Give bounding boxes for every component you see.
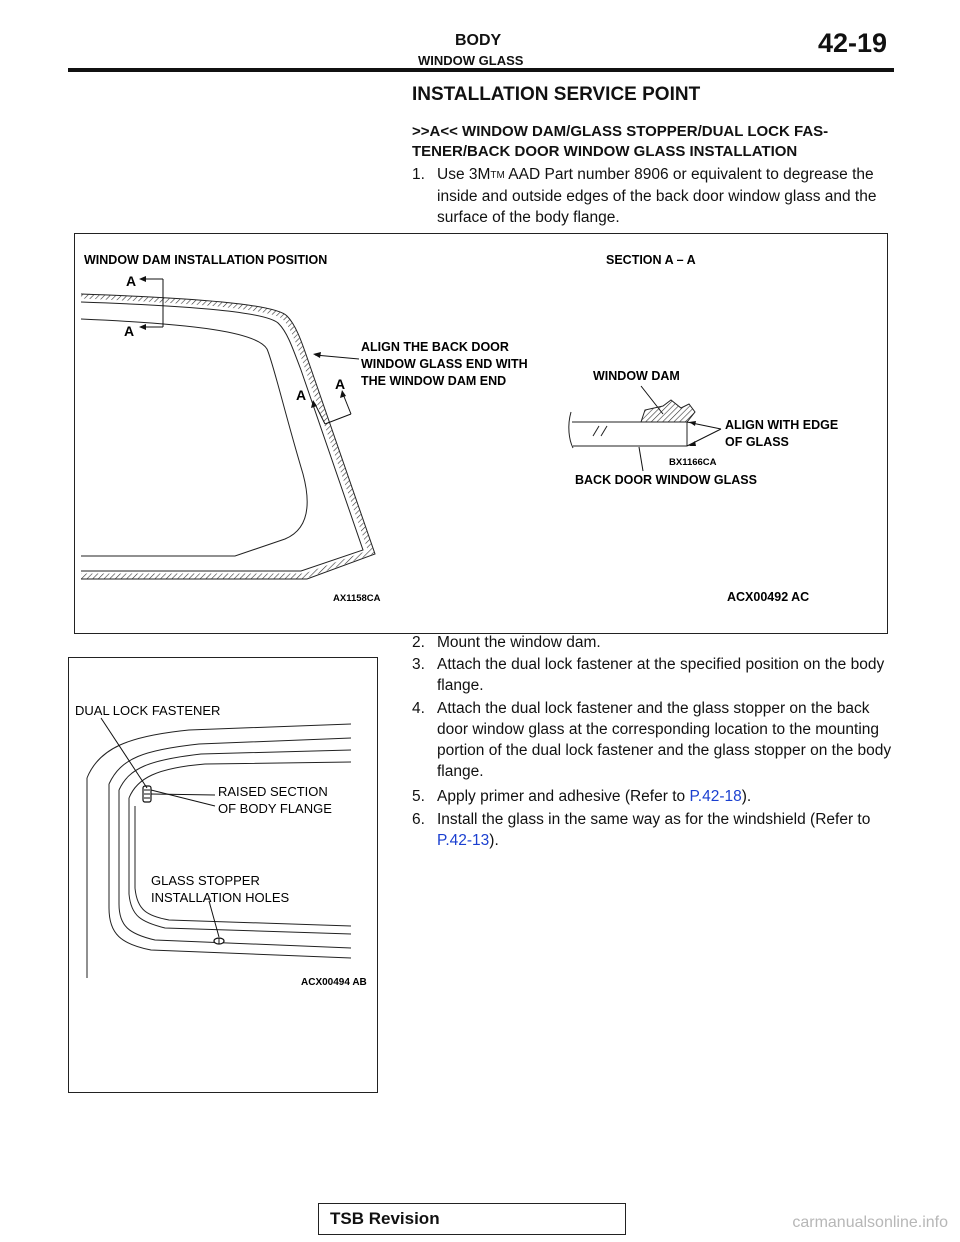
step-text: Attach the dual lock fastener and the glass stopper on the back door window glass at the corresponding location to the mounting portion of the dual lock fastener and the glass stopper on the body flange. [437,700,892,780]
step-1 [412,164,892,228]
step-number: 5. [412,788,425,805]
page-reference-link[interactable]: P.42-13 [437,832,490,849]
figure-window-dam-installation [74,233,888,634]
callout-raised-line-1: RAISED SECTION [218,784,328,799]
step-number: 4. [412,700,425,717]
procedure-subheading [412,122,896,162]
subheading-line-2: TENER/BACK DOOR WINDOW GLASS INSTALLATION [412,143,798,160]
dual-lock-diagram [69,658,377,1092]
footer-tsb-revision: TSB Revision [330,1209,440,1228]
step-text-part: Install the glass in the same way as for the windshield (Refer to [437,811,871,828]
step-text: Attach the dual lock fastener at the specified position on the body flange. [437,656,885,694]
section-a-label-4: A [335,376,346,392]
view-code: AX1158CA [333,593,381,604]
glass-section-end [569,412,573,448]
watermark: carmanualsonline.info [792,1214,948,1231]
step-text: Mount the window dam. [437,634,601,651]
step-2 [412,632,892,653]
callout-raised-line-2: OF BODY FLANGE [218,801,332,816]
header-section-title: BODY [455,32,502,49]
step-text-part: ). [741,788,752,805]
page-title: INSTALLATION SERVICE POINT [412,84,701,105]
glass-inner-line [81,319,307,556]
step-text [412,809,892,851]
callout-stopper-line-1: GLASS STOPPER [151,873,260,888]
step-text-part: Use 3M [437,166,491,183]
step-number: 2. [412,634,425,651]
figure-dual-lock-fastener [68,657,378,1093]
callout-stopper-line-2: INSTALLATION HOLES [151,890,290,905]
step-text-part: AAD Part number 8906 or equivalent to degrease the inside and outside edges of the back door window glass and the surface of the body flange. [437,166,877,226]
callout-back-door-glass: BACK DOOR WINDOW GLASS [575,473,757,487]
header-divider [68,68,894,72]
figure-label-section: SECTION A – A [606,253,696,267]
callout-align-line-2: WINDOW GLASS END WITH [361,357,528,371]
figure-code: ACX00492 AC [727,590,810,604]
window-dam-diagram [75,234,887,633]
page-number: 42-19 [818,28,888,58]
callout-align-line-3: THE WINDOW DAM END [361,374,507,388]
step-6 [412,809,892,851]
step-number: 6. [412,811,425,828]
step-number: 1. [412,166,425,183]
callout-window-dam: WINDOW DAM [593,369,680,383]
step-text [412,164,892,228]
leader-line [101,718,147,788]
leader-line [315,355,359,359]
step-4 [412,698,892,782]
section-a-label-3: A [296,387,307,403]
trademark-mark: TM [490,170,505,181]
figure-code: ACX00494 AB [301,977,367,988]
step-5 [412,786,892,807]
page-reference-link[interactable]: P.42-18 [689,788,742,805]
callout-align-edge-line-1: ALIGN WITH EDGE [725,418,839,432]
step-text-part: ). [489,832,499,849]
section-a-label-2: A [124,323,135,339]
window-dam-inner-edge [81,302,363,571]
header-subsection-title: WINDOW GLASS [418,53,524,68]
subheading-line-1: >>A<< WINDOW DAM/GLASS STOPPER/DUAL LOCK FAS- [412,123,829,140]
step-text-part: Apply primer and adhesive (Refer to [437,788,690,805]
step-number: 3. [412,656,425,673]
callout-align-line-1: ALIGN THE BACK DOOR [361,340,509,354]
callout-align-edge-line-2: OF GLASS [725,435,789,449]
window-dam-section [641,400,695,422]
section-a-label-1: A [126,273,137,289]
figure-label-main: WINDOW DAM INSTALLATION POSITION [84,253,328,267]
step-3 [412,654,892,696]
callout-dual-lock: DUAL LOCK FASTENER [75,703,221,718]
step-text [412,786,892,807]
detail-code: BX1166CA [669,457,717,468]
